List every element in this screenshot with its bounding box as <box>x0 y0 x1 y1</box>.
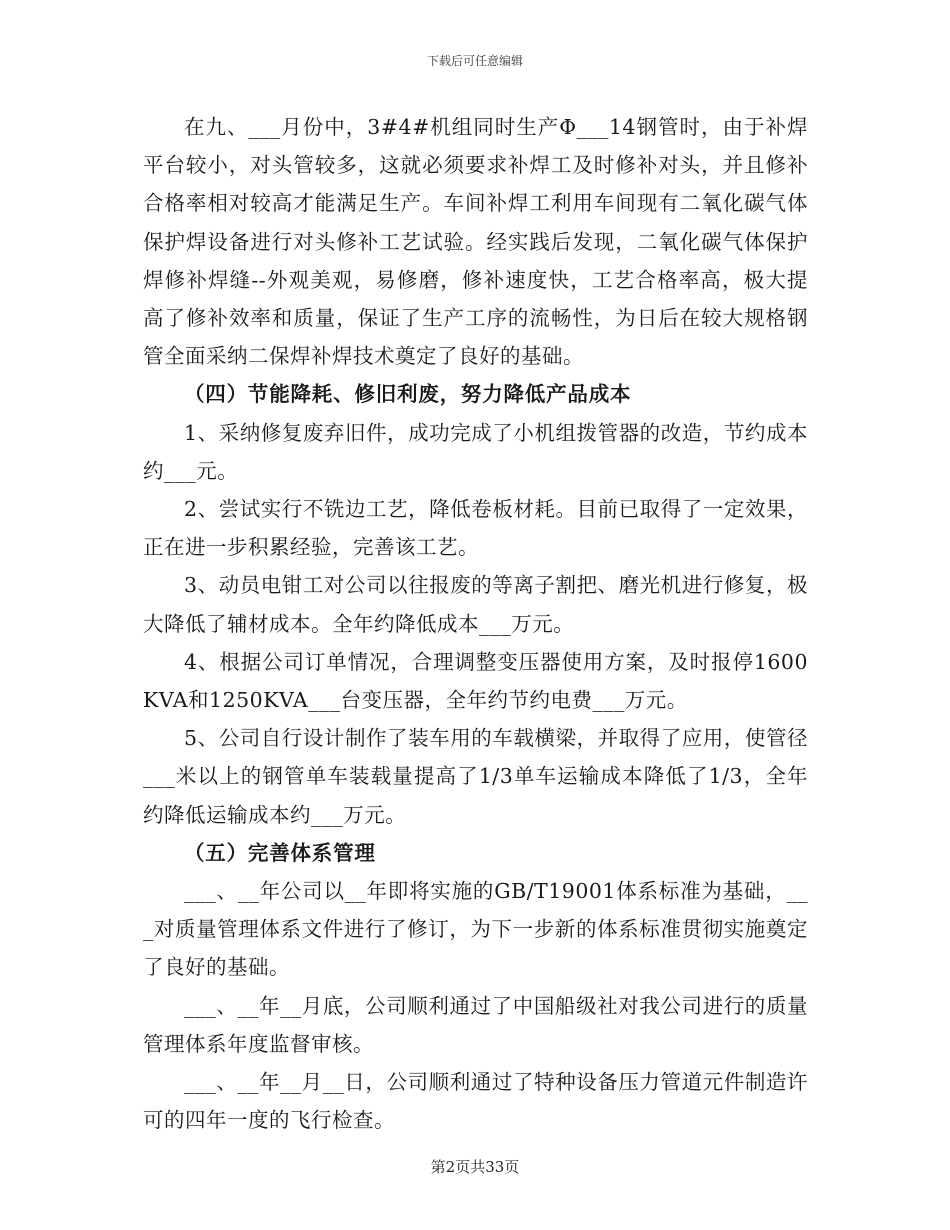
paragraph-item-3: 3、动员电钳工对公司以往报废的等离子割把、磨光机进行修复，极大降低了辅材成本。全年约降低成本___万元。 <box>143 573 808 636</box>
paragraph-item-2: 2、尝试实行不铣边工艺，降低卷板材耗。目前已取得了一定效果，正在进一步积累经验，完善该工艺。 <box>143 497 808 560</box>
paragraph-system-revision: ___、__年公司以__年即将实施的GB/T19001体系标准为基础，___对质量管理体系文件进行了修订，为下一步新的体系标准贯彻实施奠定了良好的基础。 <box>143 879 808 980</box>
paragraph-item-4: 4、根据公司订单情况，合理调整变压器使用方案，及时报停1600KVA和1250KVA___台变压器，全年约节约电费___万元。 <box>143 649 808 713</box>
paragraph-item-1: 1、采纳修复废弃旧件，成功完成了小机组拨管器的改造，节约成本约___元。 <box>143 420 808 483</box>
paragraph-inspection: ___、__年__月__日，公司顺利通过了特种设备压力管道元件制造许可的四年一度的飞行检查。 <box>143 1070 808 1133</box>
page-header-note: 下载后可任意编辑 <box>426 54 523 68</box>
section-heading-energy-saving: （四）节能降耗、修旧利废，努力降低产品成本 <box>184 382 632 407</box>
document-body <box>143 108 808 1139</box>
section-heading-system-management: （五）完善体系管理 <box>184 840 376 865</box>
page-number: 第2页共33页 <box>430 1158 520 1176</box>
paragraph-audit: ___、__年__月底，公司顺利通过了中国船级社对我公司进行的质量管理体系年度监督审核。 <box>143 993 808 1056</box>
paragraph-welding-repair: 在九、___月份中，3#4#机组同时生产Φ___14钢管时，由于补焊平台较小，对头管较多，这就必须要求补焊工及时修补对头，并且修补合格率相对较高才能满足生产。车间补焊工利用车间现有二氧化碳气体保护焊设备进行对头修补工艺试验。经实践后发现，二氧化碳气体保护焊修补焊缝--外观美观，易修磨，修补速度快，工艺合格率高，极大提高了修补效率和质量，保证了生产工序的流畅性，为日后在较大规格钢管全面采纳二保焊补焊技术奠定了良好的基础。 <box>143 115 808 369</box>
paragraph-item-5: 5、公司自行设计制作了装车用的车载横梁，并取得了应用，使管径___米以上的钢管单车装载量提高了1/3单车运输成本降低了1/3，全年约降低运输成本约___万元。 <box>143 726 808 827</box>
